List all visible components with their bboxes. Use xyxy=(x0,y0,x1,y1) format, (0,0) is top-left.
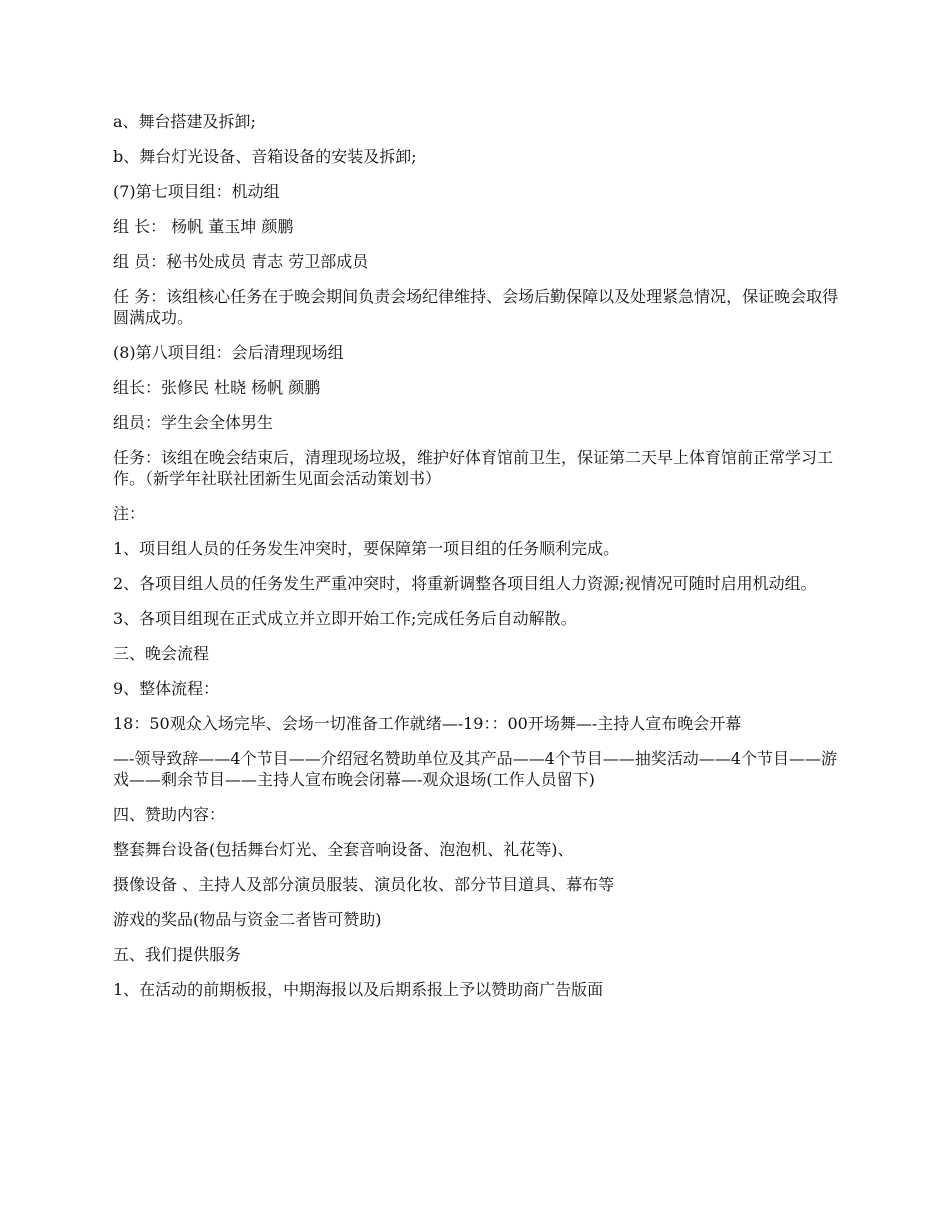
flow-line-1: 18：50观众入场完毕、会场一切准备工作就绪—-19：：00开场舞—-主持人宣布晚会开幕 xyxy=(113,714,742,733)
sponsor-item-3: 游戏的奖品(物品与资金二者皆可赞助) xyxy=(113,910,382,929)
sponsor-item-2: 摄像设备 、主持人及部分演员服装、演员化妆、部分节目道具、幕布等 xyxy=(113,875,615,894)
list-item-b: b、舞台灯光设备、音箱设备的安装及拆卸; xyxy=(113,147,417,166)
group-8-leaders: 组长：张修民 杜晓 杨帆 颜鹏 xyxy=(113,378,321,397)
group-8-members: 组员：学生会全体男生 xyxy=(113,413,274,432)
note-item-3: 3、各项目组现在正式成立并立即开始工作;完成任务后自动解散。 xyxy=(113,609,577,628)
sponsor-item-1: 整套舞台设备(包括舞台灯光、全套音响设备、泡泡机、礼花等)、 xyxy=(113,840,574,859)
section-heading-group-7: (7)第七项目组：机动组 xyxy=(113,182,280,201)
section-heading-group-8: (8)第八项目组：会后清理现场组 xyxy=(113,343,344,362)
group-7-members: 组 员：秘书处成员 青志 劳卫部成员 xyxy=(113,252,369,271)
group-8-task: 任务：该组在晚会结束后，清理现场垃圾，维护好体育馆前卫生，保证第二天早上体育馆前正常学习工作。（新学年社联社团新生见面会活动策划书） xyxy=(113,448,834,488)
flow-heading: 9、整体流程： xyxy=(113,679,220,698)
group-7-leaders: 组 长： 杨帆 董玉坤 颜鹏 xyxy=(113,217,294,236)
note-item-1: 1、项目组人员的任务发生冲突时，要保障第一项目组的任务顺利完成。 xyxy=(113,539,620,558)
section-heading-3: 三、晚会流程 xyxy=(113,644,210,663)
service-item-1: 1、在活动的前期板报，中期海报以及后期系报上予以赞助商广告版面 xyxy=(113,980,604,999)
list-item-a: a、舞台搭建及拆卸; xyxy=(113,112,256,131)
group-7-task: 任 务：该组核心任务在于晚会期间负责会场纪律维持、会场后勤保障以及处理紧急情况，保证晚会取得圆满成功。 xyxy=(113,287,839,327)
flow-line-2: —-领导致辞——4个节目——介绍冠名赞助单位及其产品——4个节目——抽奖活动——4个节目——游戏——剩余节目——主持人宣布晚会闭幕—-观众退场(工作人员留下) xyxy=(113,749,837,789)
section-heading-4: 四、赞助内容： xyxy=(113,805,226,824)
section-heading-5: 五、我们提供服务 xyxy=(113,945,242,964)
document-body xyxy=(113,111,848,1014)
note-item-2: 2、各项目组人员的任务发生严重冲突时，将重新调整各项目组人力资源;视情况可随时启用机动组。 xyxy=(113,574,817,593)
note-heading: 注： xyxy=(113,504,146,523)
